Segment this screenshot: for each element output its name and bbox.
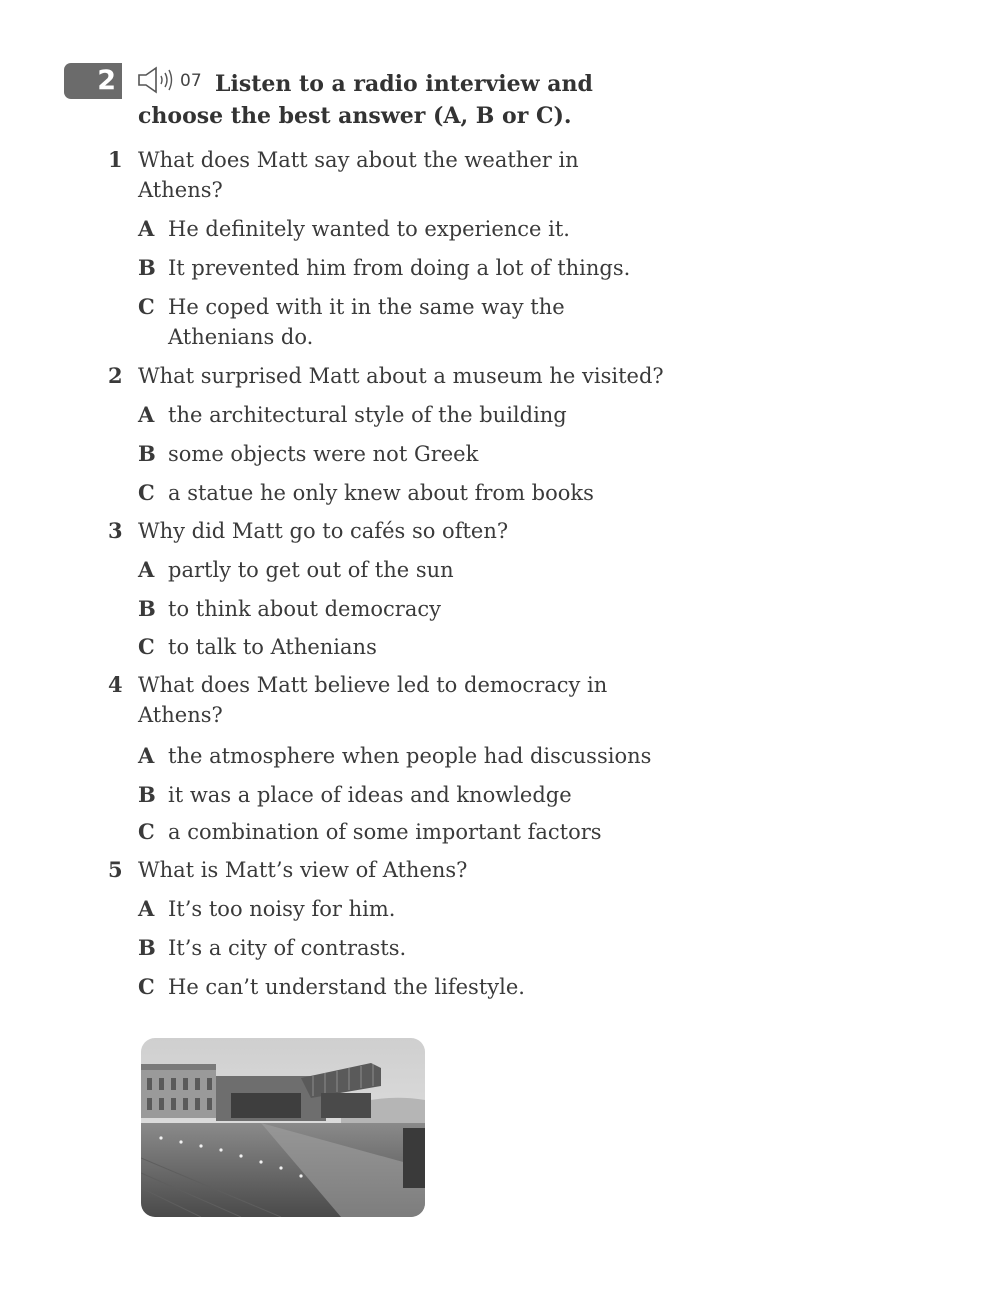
exercise-number-badge: 2 [64, 63, 122, 99]
option-5b[interactable] [138, 933, 407, 963]
option-2a[interactable] [138, 400, 567, 430]
audio-track-number: 07 [180, 71, 202, 91]
question-text: Why did Matt go to cafés so often? [138, 519, 509, 543]
option-letter: B [138, 935, 156, 960]
option-text: It’s too noisy for him. [168, 897, 396, 921]
option-text: to talk to Athenians [168, 635, 377, 659]
option-4b[interactable] [138, 780, 572, 810]
question-5 [108, 855, 468, 885]
option-text: it was a place of ideas and knowledge [168, 783, 572, 807]
option-5a[interactable] [138, 894, 396, 924]
question-3 [108, 516, 509, 546]
option-3c[interactable] [138, 632, 377, 662]
option-1c[interactable] [138, 292, 598, 352]
option-3b[interactable] [138, 594, 441, 624]
option-2c[interactable] [138, 478, 594, 508]
option-letter: B [138, 441, 156, 466]
question-number: 3 [108, 518, 123, 543]
option-1a[interactable] [138, 214, 570, 244]
option-letter: A [138, 557, 155, 582]
option-2b[interactable] [138, 439, 479, 469]
option-text: He definitely wanted to experience it. [168, 217, 570, 241]
option-4a[interactable] [138, 741, 652, 771]
question-text: What does Matt say about the weather in Athens? [138, 148, 579, 202]
option-3a[interactable] [138, 555, 454, 585]
option-text: partly to get out of the sun [168, 558, 454, 582]
option-text: the atmosphere when people had discussions [168, 744, 652, 768]
question-number: 2 [108, 363, 123, 388]
option-text: He coped with it in the same way the Athenians do. [168, 295, 565, 349]
option-1b[interactable] [138, 253, 631, 283]
museum-photo-illustration [141, 1038, 425, 1217]
option-letter: B [138, 596, 156, 621]
option-letter: B [138, 255, 156, 280]
option-text: It’s a city of contrasts. [168, 936, 407, 960]
option-5c[interactable] [138, 972, 525, 1002]
option-text: some objects were not Greek [168, 442, 479, 466]
option-4c[interactable] [138, 817, 602, 847]
question-text: What surprised Matt about a museum he visited? [138, 364, 664, 388]
option-text: a statue he only knew about from books [168, 481, 594, 505]
question-text: What is Matt’s view of Athens? [138, 858, 468, 882]
question-1 [108, 145, 598, 205]
option-letter: A [138, 216, 155, 241]
question-number: 5 [108, 857, 123, 882]
option-letter: C [138, 974, 155, 999]
option-letter: A [138, 743, 155, 768]
option-letter: C [138, 480, 155, 505]
option-text: He can’t understand the lifestyle. [168, 975, 525, 999]
question-text: What does Matt believe led to democracy in Athens? [138, 673, 608, 727]
museum-photo [141, 1038, 425, 1217]
option-text: It prevented him from doing a lot of things. [168, 256, 631, 280]
option-letter: C [138, 294, 155, 319]
question-2 [108, 361, 664, 391]
exercise-instruction: Listen to a radio interview and choose the best answer (A, B or C). [138, 71, 593, 129]
option-letter: A [138, 402, 155, 427]
option-letter: C [138, 819, 155, 844]
option-letter: C [138, 634, 155, 659]
option-letter: A [138, 896, 155, 921]
question-4 [108, 670, 618, 730]
option-text: to think about democracy [168, 597, 441, 621]
option-text: the architectural style of the building [168, 403, 567, 427]
question-number: 4 [108, 672, 123, 697]
option-text: a combination of some important factors [168, 820, 602, 844]
question-number: 1 [108, 147, 123, 172]
option-letter: B [138, 782, 156, 807]
